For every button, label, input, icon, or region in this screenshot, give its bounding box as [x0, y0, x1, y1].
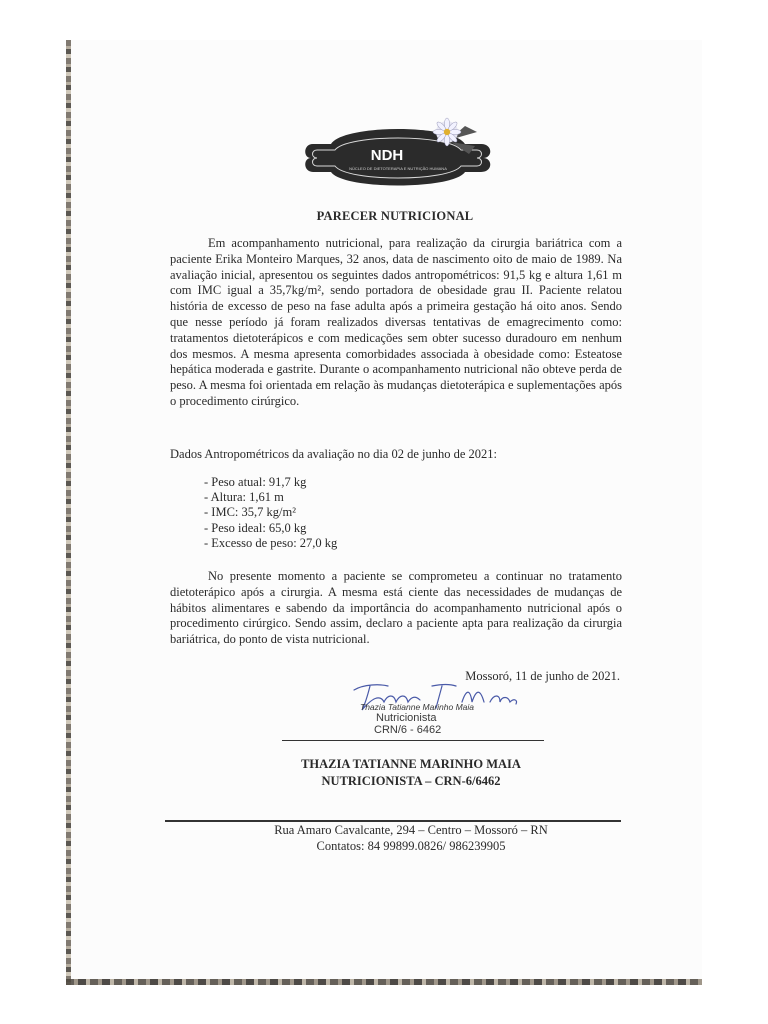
footer-contacts: Contatos: 84 99899.0826/ 986239905: [316, 839, 506, 853]
measurements-heading: Dados Antropométricos da avaliação no dia 02 de junho de 2021:: [170, 447, 498, 461]
scan-edge-bottom: [66, 979, 702, 985]
list-item: - Peso ideal: 65,0 kg: [204, 520, 307, 535]
measurements-list: [204, 475, 337, 551]
professional-stamp: [360, 702, 510, 736]
intro-paragraph: Em acompanhamento nutricional, para realização da cirurgia bariátrica com a paciente Erika Monteiro Marques, 32 anos, data de nascimento oito de maio de 1989. Na avaliação inicial, apresentou os seguintes dados antropométricos: 91,5 kg e altura 1,61 m com IMC igual a 35,7kg/m², sendo portadora de obesidade grau II. Paciente relatou história de excesso de peso na fase adulta após a primeira gestação há oito anos. Sendo que nesse período já foram realizados diversas tentativas de emagrecimento como: tratamentos dietoterápicos e com medicações sem obter sucesso duradouro em nenhum dos mesmos. A mesma apresenta comorbidades associada à obesidade como: Esteatose hepática moderada e gastrite. Durante o acompanhamento nutricional não obteve perda de peso. A mesma foi orientada em relação às mudanças dietoterápica e suplementações após o procedimento cirúrgico.: [170, 236, 622, 408]
conclusion-paragraph: No presente momento a paciente se comprometeu a continuar no tratamento dietoterápico após a cirurgia. A mesma está ciente das necessidades de mudanças de hábitos alimentares e sabendo da importância do acompanhamento nutricional após o procedimento cirúrgico. Sendo assim, declaro a paciente apta para realização da cirurgia bariátrica, do ponto de vista nutricional.: [170, 569, 622, 647]
signatory-title: NUTRICIONISTA – CRN-6/6462: [321, 774, 501, 788]
logo-text: NDH: [370, 147, 404, 164]
ndh-logo: [303, 114, 493, 194]
signature-line: [282, 740, 544, 741]
list-item: - IMC: 35,7 kg/m²: [204, 505, 296, 520]
footer-address: Rua Amaro Cavalcante, 294 – Centro – Mossoró – RN: [274, 823, 548, 837]
stamp-name: Thazia Tatianne Marinho Maia: [360, 702, 475, 712]
stamp-role: Nutricionista: [376, 712, 437, 724]
signatory-block: [200, 756, 622, 790]
document-title: PARECER NUTRICIONAL: [316, 209, 474, 223]
list-item: - Altura: 1,61 m: [204, 490, 284, 505]
date-line: Mossoró, 11 de junho de 2021.: [465, 669, 620, 683]
signatory-name: THAZIA TATIANNE MARINHO MAIA: [301, 757, 521, 771]
logo-subtitle: NÚCLEO DE DIETOTERAPIA E NUTRIÇÃO HUMANA: [349, 166, 447, 171]
list-item: - Peso atual: 91,7 kg: [204, 475, 307, 489]
stamp-crn: CRN/6 - 6462: [374, 724, 442, 736]
list-item: - Excesso de peso: 27,0 kg: [204, 535, 338, 550]
footer: [200, 822, 622, 854]
